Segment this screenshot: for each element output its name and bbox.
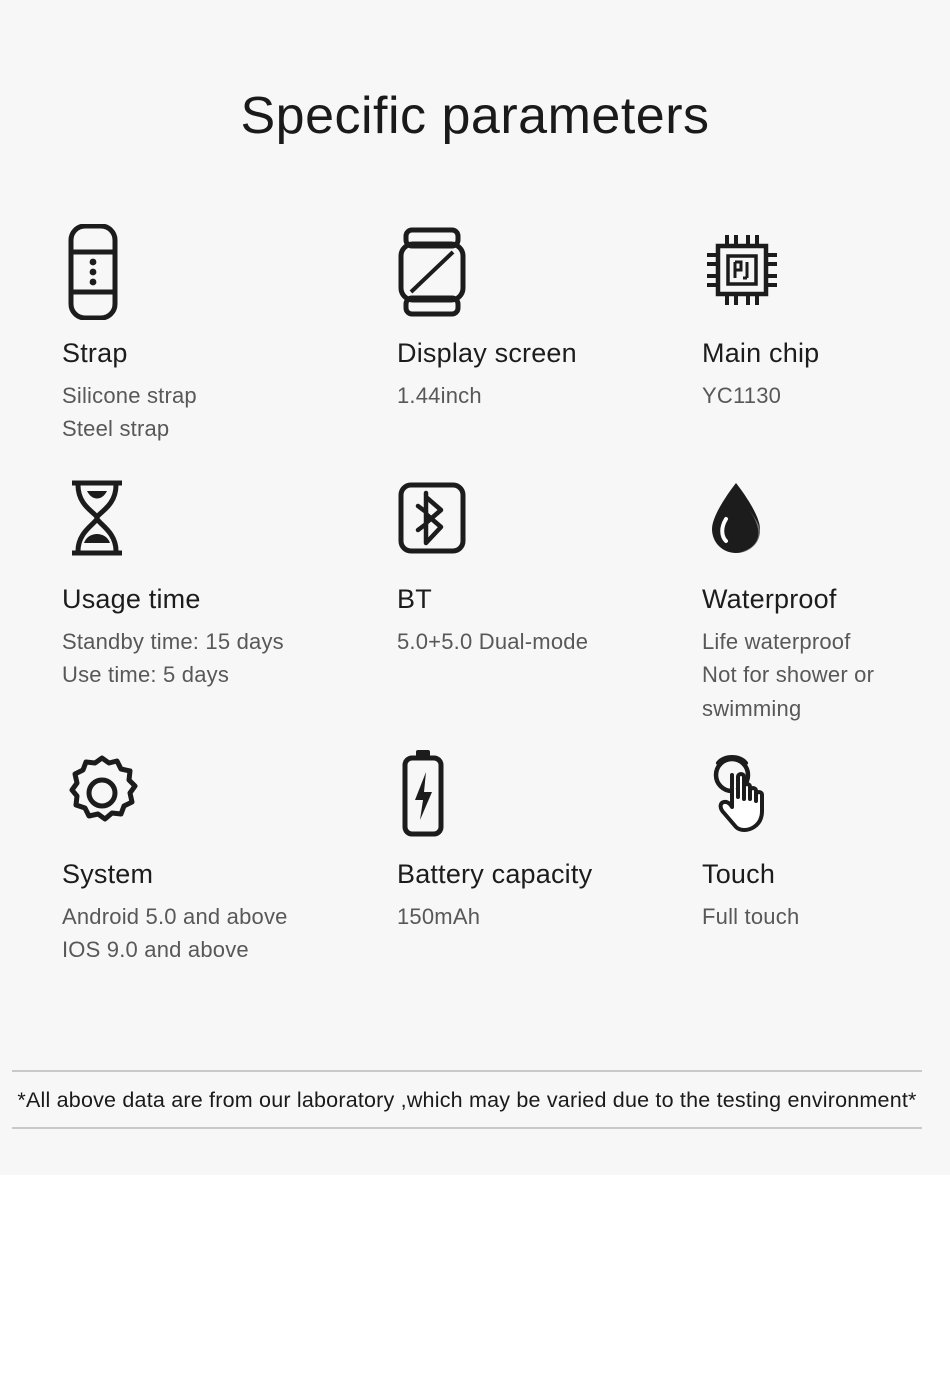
hourglass-icon [62,468,397,568]
gear-icon [62,743,397,843]
spec-title: Battery capacity [397,859,593,889]
spec-title: Touch [702,859,776,889]
spec-grid [62,222,902,993]
spec-desc-line: Not for shower or [702,662,875,688]
spec-desc-line: 150mAh [397,904,481,929]
strap-icon [62,222,397,322]
spec-title: System [62,859,154,889]
footer-note: *All above data are from our laboratory ,which may be varied due to the testing environment* [12,1070,922,1129]
water-drop-icon [702,468,942,568]
spec-desc-line: Android 5.0 and above [62,904,288,929]
battery-icon [397,743,702,843]
spec-desc [397,379,702,412]
touch-hand-icon [702,743,942,843]
page-title: Specific parameters [240,87,710,145]
spec-desc [62,379,397,446]
spec-desc-line: Life waterproof [702,629,851,654]
spec-title: Main chip [702,338,820,368]
watch-display-icon [397,222,702,322]
spec-item-system [62,743,397,993]
spec-title: Display screen [397,338,577,368]
spec-desc [62,900,397,967]
spec-desc-line: Full touch [702,904,800,929]
spec-desc [702,900,942,933]
spec-desc-line: Silicone strap [62,383,197,408]
spec-desc-line: YC1130 [702,383,782,408]
spec-desc-line: 1.44inch [397,383,482,408]
spec-title: Waterproof [702,584,837,614]
spec-title: Usage time [62,584,201,614]
spec-desc [62,625,397,692]
spec-item-chip [702,222,942,468]
bluetooth-icon [397,468,702,568]
spec-item-strap [62,222,397,468]
spec-desc [702,625,942,725]
spec-desc-line: swimming [702,695,802,721]
spec-desc [702,379,942,412]
spec-item-waterproof [702,468,942,743]
spec-desc-line: Standby time: 15 days [62,629,284,654]
spec-desc [397,900,702,933]
spec-desc [397,625,702,658]
spec-item-touch [702,743,942,993]
spec-desc-line: Use time: 5 days [62,662,230,688]
spec-desc-line: 5.0+5.0 Dual-mode [397,629,589,654]
page-bottom-spacer [0,1175,950,1381]
spec-item-usage-time [62,468,397,743]
spec-item-display [397,222,702,468]
spec-item-battery [397,743,702,993]
chip-icon [702,222,942,322]
spec-desc-line: Steel strap [62,416,170,442]
spec-title: BT [397,584,432,614]
spec-title: Strap [62,338,128,368]
spec-item-bt [397,468,702,743]
spec-desc-line: IOS 9.0 and above [62,937,249,963]
